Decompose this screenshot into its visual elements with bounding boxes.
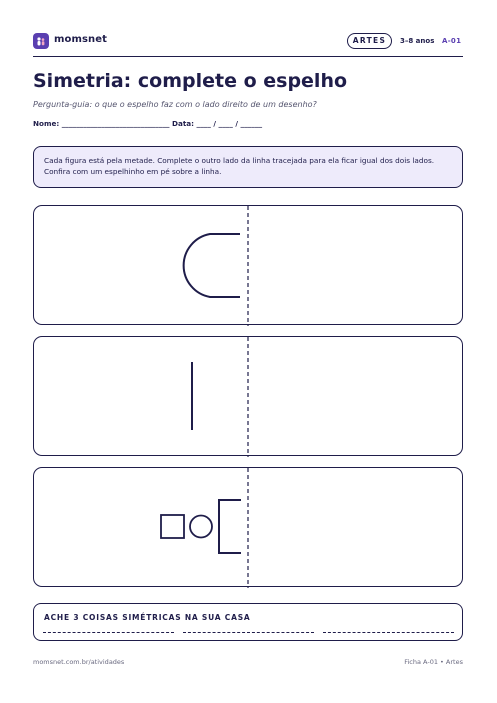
find-section-title: ACHE 3 COISAS SIMÉTRICAS NA SUA CASA [44,613,251,622]
page-title: Simetria: complete o espelho [33,70,348,92]
age-range: 3–8 anos [400,37,435,45]
brand-name: momsnet [54,34,108,45]
square-shape [161,515,184,538]
drawing-panel-line[interactable] [33,336,463,456]
header [33,32,463,52]
name-date-field[interactable]: Nome: ______________________________ Data: ____ / ____ / ______ [33,119,263,128]
circle-shape [190,516,212,538]
drawing-panel-semicircle[interactable] [33,205,463,325]
subject-badge: ARTES [347,33,392,49]
drawing-panel-shapes[interactable] [33,467,463,587]
answer-line-3[interactable] [323,632,454,633]
momsnet-logo-icon [33,33,49,49]
semicircle-half-figure [34,206,464,326]
guiding-question: Pergunta-guia: o que o espelho faz com o lado direito de um desenho? [33,100,317,109]
answer-line-2[interactable] [183,632,314,633]
line-half-figure [34,337,464,457]
half-semicircle-shape [184,234,240,297]
find-symmetric-things-box [33,603,463,641]
bracket-shape [219,500,241,553]
instructions-box: Cada figura está pela metade. Complete o outro lado da linha tracejada para ela ficar igual dos dois lados. Confira com um espelhinho em pé sobre a linha. [33,146,463,188]
shapes-half-figure [34,468,464,588]
answer-line-1[interactable] [43,632,174,633]
footer-url[interactable]: momsnet.com.br/atividades [33,658,125,666]
footer-sheet-label: Ficha A-01 • Artes [404,658,463,666]
sheet-code: A-01 [442,37,462,45]
header-divider [33,56,463,57]
